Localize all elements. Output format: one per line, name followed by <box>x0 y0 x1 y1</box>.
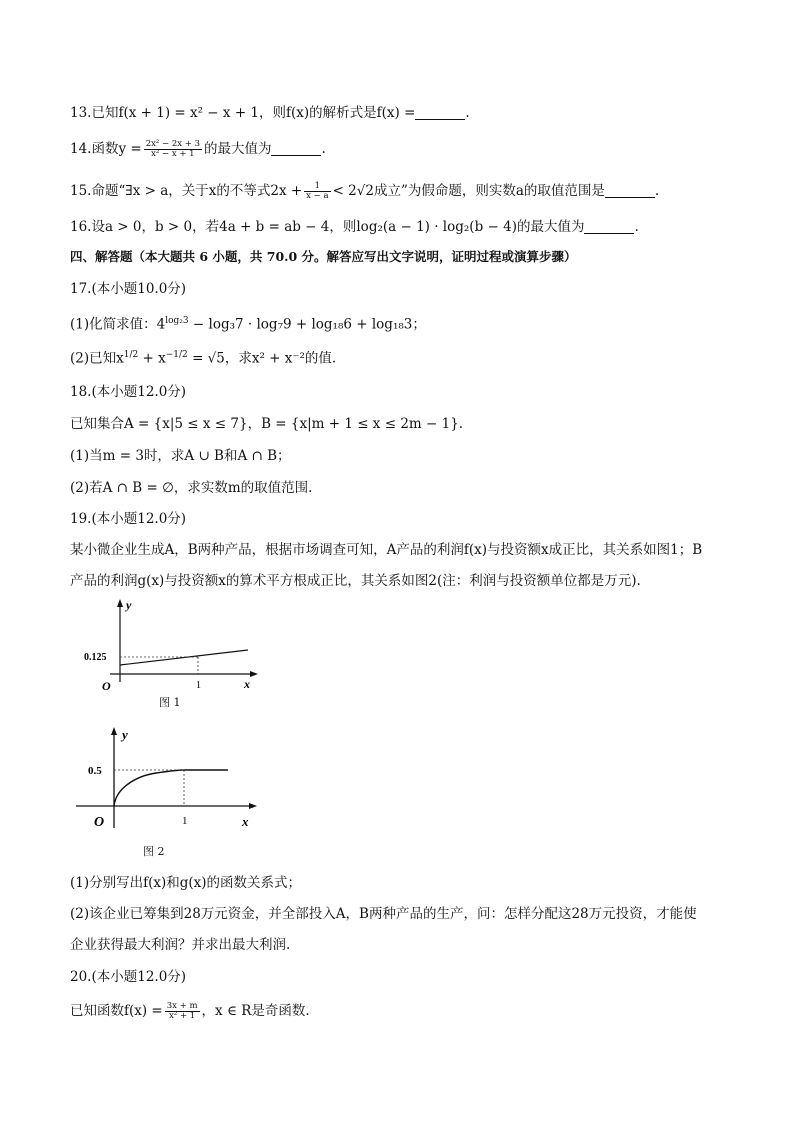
y-axis-arrow <box>111 727 117 735</box>
answer-blank <box>271 141 321 156</box>
denominator: x² − x + 1 <box>151 149 195 159</box>
figure-2-caption: 图 2 <box>143 845 165 858</box>
figure-2 <box>76 724 266 834</box>
part-2-middle: + x <box>138 350 166 367</box>
question-15-suffix: < 2√2成立”为假命题，则实数a的取值范围是 <box>332 183 605 199</box>
numerator: 3x + m <box>166 1001 198 1011</box>
fraction <box>165 1002 200 1021</box>
question-19-part-2b: 企业获得最大利润？并求出最大利润. <box>70 937 291 953</box>
answer-blank <box>415 105 465 120</box>
section-heading: 四、解答题（本大题共 6 小题，共 70.0 分。解答应写出文字说明，证明过程或演算步骤） <box>70 249 577 264</box>
part-2-prefix: (2)已知x <box>70 350 124 367</box>
answer-blank <box>584 219 634 234</box>
question-16 <box>70 217 639 237</box>
question-17-title: 17.(本小题10.0分) <box>70 281 187 297</box>
x-label: x <box>244 677 250 691</box>
question-16-text: 16.设a > 0，b > 0，若4a + b = ab − 4，则log₂(a − 1) · log₂(b − 4)的最大值为 <box>70 219 585 235</box>
question-20-line-1 <box>70 1001 310 1021</box>
figure-1 <box>80 596 270 692</box>
question-14-suffix: 的最大值为 <box>203 141 272 157</box>
y-axis-arrow <box>117 599 123 607</box>
fraction <box>304 182 330 201</box>
question-20-suffix: ，x ∈ R是奇函数. <box>201 1003 310 1019</box>
question-13 <box>70 103 470 123</box>
question-17-part-1 <box>70 311 426 335</box>
x-value: 1 <box>182 815 188 827</box>
part-1-suffix: − log₃7 · log₇9 + log₁₈6 + log₁₈3； <box>188 316 426 333</box>
question-19-line-2: 产品的利润g(x)与投资额x的算术平方根成正比，其关系如图2(注：利润与投资额单位都是万元). <box>70 573 641 589</box>
origin-label: O <box>102 679 111 692</box>
question-15 <box>70 181 659 201</box>
question-14-prefix: 14.函数y = <box>70 141 142 157</box>
question-18-line-1: 已知集合A = {x|5 ≤ x ≤ 7}，B = {x|m + 1 ≤ x ≤ 2m − 1}. <box>70 416 464 432</box>
answer-blank <box>605 183 655 198</box>
question-17-part-2 <box>70 345 336 369</box>
denominator: x² + 1 <box>169 1011 196 1021</box>
part-1-prefix: (1)化简求值：4 <box>70 316 166 333</box>
question-20-title: 20.(本小题12.0分) <box>70 969 187 985</box>
question-19-part-1: (1)分别写出f(x)和g(x)的函数关系式； <box>70 875 302 891</box>
question-20-prefix: 已知函数f(x) = <box>70 1003 163 1019</box>
x-label: x <box>242 814 249 829</box>
period: . <box>654 183 660 199</box>
question-19-part-2a: (2)该企业已筹集到28万元资金，并全部投入A，B两种产品的生产，问：怎样分配这28万元投资，才能使 <box>70 906 697 922</box>
question-18-title: 18.(本小题12.0分) <box>70 384 187 400</box>
line-f <box>120 650 248 665</box>
x-axis-arrow <box>249 803 257 809</box>
exponent: −1/2 <box>165 350 188 360</box>
figure-1-caption: 图 1 <box>159 696 181 709</box>
curve-g <box>114 770 228 806</box>
exponent: 1/2 <box>123 350 139 360</box>
question-14 <box>70 139 326 159</box>
x-axis-arrow <box>250 671 258 677</box>
question-19-title: 19.(本小题12.0分) <box>70 511 187 527</box>
y-value: 0.5 <box>88 765 102 777</box>
question-19-line-1: 某小微企业生成A，B两种产品，根据市场调查可知，A产品的利润f(x)与投资额x成正比，其关系如图1；B <box>70 542 703 558</box>
period: . <box>465 105 470 121</box>
numerator: 1 <box>304 182 330 192</box>
x-value: 1 <box>196 680 201 691</box>
question-18-line-2: (1)当m = 3时，求A ∪ B和A ∩ B； <box>70 448 291 464</box>
question-13-text: 13.已知f(x + 1) = x² − x + 1，则f(x)的解析式是f(x) = <box>70 105 416 121</box>
y-label: y <box>122 727 128 742</box>
y-label: y <box>126 598 132 612</box>
exponent: log₂3 <box>165 316 189 326</box>
question-18-line-3: (2)若A ∩ B = ∅，求实数m的取值范围. <box>70 480 313 496</box>
y-value: 0.125 <box>84 652 107 663</box>
period: . <box>634 219 639 235</box>
question-15-prefix: 15.命题“∃x > a，关于x的不等式2x + <box>70 183 303 199</box>
period: . <box>321 141 326 157</box>
fraction <box>144 140 202 159</box>
numerator: 2x² − 2x + 3 <box>145 139 200 149</box>
origin-label: O <box>94 815 105 830</box>
denominator: x − a <box>306 191 329 201</box>
part-2-suffix: = √5，求x² + x⁻²的值. <box>187 350 337 367</box>
